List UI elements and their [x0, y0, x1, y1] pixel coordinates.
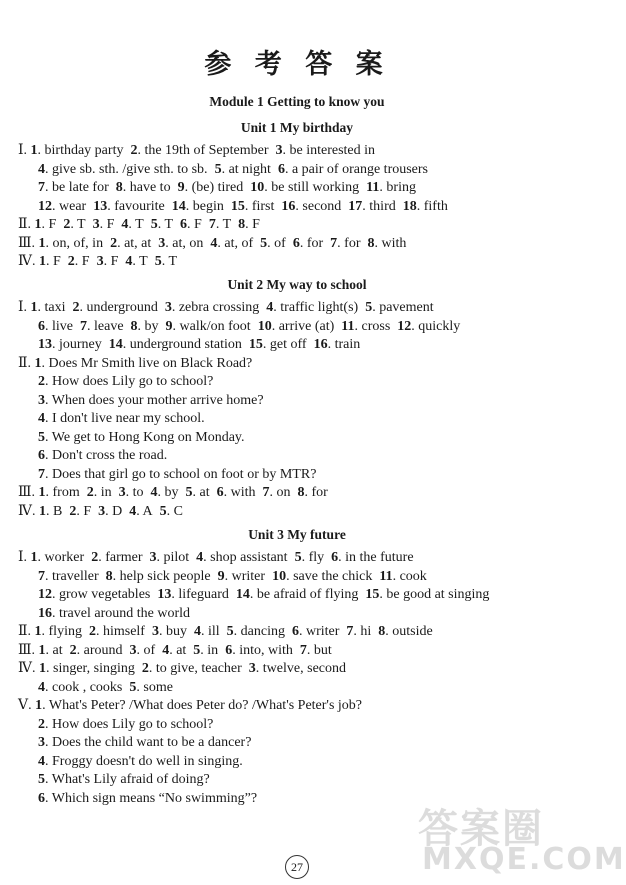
- module-heading: Module 1 Getting to know you: [209, 94, 385, 109]
- answer-line: Ⅳ. 1. F 2. F 3. F 4. T 5. T: [18, 254, 178, 269]
- answer-line: 2. How does Lily go to school?: [38, 374, 214, 389]
- answer-line: 2. How does Lily go to school?: [38, 717, 214, 732]
- answer-line: 3. Does the child want to be a dancer?: [38, 735, 252, 750]
- answer-line: 13. journey 14. underground station 15. get off 16. train: [38, 337, 361, 352]
- unit2-heading: Unit 2 My way to school: [227, 277, 367, 292]
- answer-line: Ⅳ. 1. B 2. F 3. D 4. A 5. C: [18, 504, 183, 519]
- answer-line: Ⅴ. 1. What's Peter? /What does Peter do? /What's Peter's job?: [18, 698, 363, 713]
- answer-line: 6. Which sign means “No swimming”?: [38, 791, 258, 806]
- answer-line: 4. I don't live near my school.: [38, 411, 205, 426]
- answer-line: 7. Does that girl go to school on foot or by MTR?: [38, 467, 317, 482]
- watermark-text: 答案圈: [418, 806, 544, 852]
- answer-line: 7. be late for 8. have to 9. (be) tired 10. be still working 11. bring: [38, 180, 416, 195]
- answer-line: 12. wear 13. favourite 14. begin 15. first 16. second 17. third 18. fifth: [38, 199, 448, 214]
- answer-line: 12. grow vegetables 13. lifeguard 14. be afraid of flying 15. be good at singing: [38, 587, 490, 602]
- unit3-heading: Unit 3 My future: [248, 527, 346, 542]
- answer-line: Ⅰ. 1. birthday party 2. the 19th of September 3. be interested in: [18, 143, 376, 158]
- answer-line: Ⅰ. 1. worker 2. farmer 3. pilot 4. shop assistant 5. fly 6. in the future: [18, 550, 414, 565]
- answer-line: 6. live 7. leave 8. by 9. walk/on foot 10. arrive (at) 11. cross 12. quickly: [38, 319, 461, 334]
- answer-line: 5. We get to Hong Kong on Monday.: [38, 430, 245, 445]
- answer-line: 7. traveller 8. help sick people 9. writer 10. save the chick 11. cook: [38, 569, 427, 584]
- answer-line: Ⅱ. 1. flying 2. himself 3. buy 4. ill 5. dancing 6. writer 7. hi 8. outside: [18, 624, 433, 639]
- page-number: 27: [285, 855, 309, 879]
- answer-line: 4. cook , cooks 5. some: [38, 680, 173, 695]
- watermark-url: MXQE.COM: [422, 842, 626, 877]
- answer-line: 3. When does your mother arrive home?: [38, 393, 264, 408]
- watermark-logo: [400, 795, 626, 880]
- answer-line: 4. give sb. sth. /give sth. to sb. 5. at night 6. a pair of orange trousers: [38, 162, 429, 177]
- answer-line: Ⅲ. 1. on, of, in 2. at, at 3. at, on 4. at, of 5. of 6. for 7. for 8. with: [18, 236, 407, 251]
- page-title: 参 考 答 案: [204, 49, 390, 80]
- answer-line: 6. Don't cross the road.: [38, 448, 168, 463]
- answer-line: Ⅰ. 1. taxi 2. underground 3. zebra crossing 4. traffic light(s) 5. pavement: [18, 300, 434, 315]
- answer-line: Ⅳ. 1. singer, singing 2. to give, teacher 3. twelve, second: [18, 661, 346, 676]
- answer-line: Ⅱ. 1. F 2. T 3. F 4. T 5. T 6. F 7. T 8. F: [18, 217, 260, 232]
- answer-line: 5. What's Lily afraid of doing?: [38, 772, 210, 787]
- answer-line: 4. Froggy doesn't do well in singing.: [38, 754, 243, 769]
- answer-line: Ⅱ. 1. Does Mr Smith live on Black Road?: [18, 356, 253, 371]
- answer-line: Ⅲ. 1. from 2. in 3. to 4. by 5. at 6. with 7. on 8. for: [18, 485, 328, 500]
- answer-line: 16. travel around the world: [38, 606, 191, 621]
- unit1-heading: Unit 1 My birthday: [240, 120, 354, 135]
- answer-line: Ⅲ. 1. at 2. around 3. of 4. at 5. in 6. into, with 7. but: [18, 643, 332, 658]
